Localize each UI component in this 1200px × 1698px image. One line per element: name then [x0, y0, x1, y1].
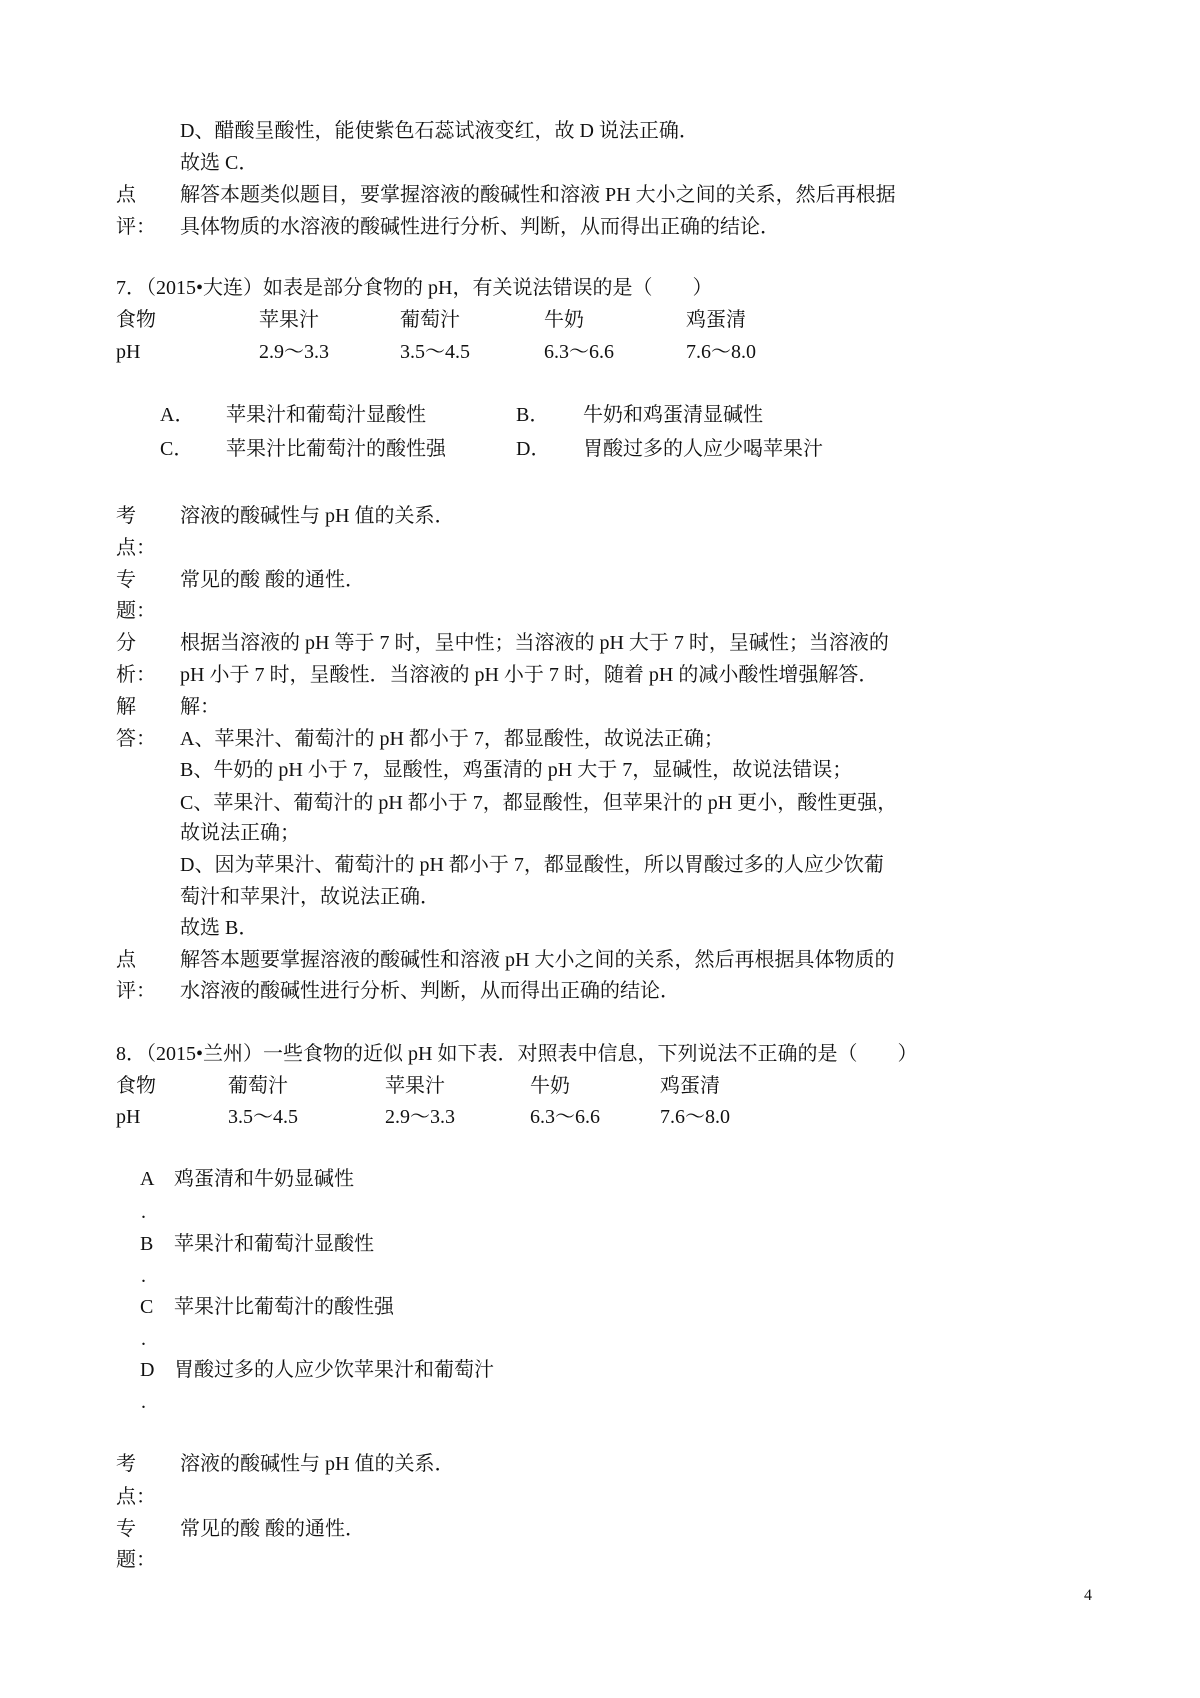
- answer-line: B、牛奶的 pH 小于 7，显酸性，鸡蛋清的 pH 大于 7，显碱性，故说法错误；: [180, 759, 853, 781]
- section-label: 点: [116, 184, 136, 206]
- table-cell: 2.9～3.3: [385, 1106, 455, 1128]
- analysis-line: 根据当溶液的 pH 等于 7 时，呈中性；当溶液的 pH 大于 7 时，呈碱性；当溶液的: [180, 632, 889, 654]
- answer-line: A、苹果汁、葡萄汁的 pH 都小于 7，都显酸性，故说法正确；: [180, 728, 724, 750]
- table-header-cell: 食物: [116, 1075, 156, 1097]
- table-cell: 6.3～6.6: [544, 341, 614, 363]
- answer-line: 故说法正确；: [180, 822, 300, 844]
- section-label: 点：: [116, 537, 156, 559]
- option-dot: .: [141, 1391, 146, 1413]
- solution-line: 故选 C．: [180, 152, 259, 174]
- section-label: 专: [116, 1518, 136, 1540]
- section-label: 解: [116, 696, 136, 718]
- option-letter: C．: [160, 438, 194, 460]
- option-text: 胃酸过多的人应少饮苹果汁和葡萄汁: [174, 1359, 494, 1381]
- answer-line: 萄汁和苹果汁，故说法正确．: [180, 886, 440, 908]
- section-label: 题：: [116, 1549, 156, 1571]
- option-letter: D: [140, 1359, 155, 1381]
- q7-stem: 7．（2015•大连）如表是部分食物的 pH，有关说法错误的是（ ）: [116, 277, 713, 299]
- option-dot: .: [141, 1265, 146, 1287]
- table-header-cell: 牛奶: [544, 309, 584, 331]
- answer-line: D、因为苹果汁、葡萄汁的 pH 都小于 7，都显酸性，所以胃酸过多的人应少饮葡: [180, 854, 884, 876]
- section-label: 析：: [116, 664, 156, 686]
- answer-line: C、苹果汁、葡萄汁的 pH 都小于 7，都显酸性，但苹果汁的 pH 更小，酸性更强，: [180, 792, 898, 814]
- option-text: 苹果汁比葡萄汁的酸性强: [226, 438, 446, 460]
- table-header-cell: 苹果汁: [385, 1075, 445, 1097]
- comment-line: 水溶液的酸碱性进行分析、判断，从而得出正确的结论．: [180, 980, 680, 1002]
- analysis-line: pH 小于 7 时，呈酸性．当溶液的 pH 小于 7 时，随着 pH 的减小酸性增强解答．: [180, 664, 879, 686]
- section-label: 分: [116, 632, 136, 654]
- option-letter: D．: [516, 438, 551, 460]
- table-header-cell: 鸡蛋清: [660, 1075, 720, 1097]
- table-header-cell: 食物: [116, 309, 156, 331]
- table-header-cell: 牛奶: [530, 1075, 570, 1097]
- option-text: 牛奶和鸡蛋清显碱性: [583, 404, 763, 426]
- section-label: 评：: [116, 216, 156, 238]
- option-text: 鸡蛋清和牛奶显碱性: [174, 1168, 354, 1190]
- comment-line: 解答本题要掌握溶液的酸碱性和溶液 pH 大小之间的关系，然后再根据具体物质的: [180, 949, 895, 971]
- kaodian-text: 溶液的酸碱性与 pH 值的关系．: [180, 505, 455, 527]
- option-text: 胃酸过多的人应少喝苹果汁: [583, 438, 823, 460]
- section-label: 考: [116, 505, 136, 527]
- option-text: 苹果汁和葡萄汁显酸性: [174, 1233, 374, 1255]
- page-number: 4: [1084, 1587, 1092, 1604]
- table-header-cell: 鸡蛋清: [686, 309, 746, 331]
- section-label: 题：: [116, 600, 156, 622]
- table-cell: 3.5～4.5: [228, 1106, 298, 1128]
- zhuanti-text: 常见的酸 酸的通性．: [180, 569, 365, 591]
- answer-line: 故选 B．: [180, 917, 259, 939]
- section-label: 评：: [116, 980, 156, 1002]
- option-letter: C: [140, 1296, 154, 1318]
- option-letter: B．: [516, 404, 550, 426]
- table-header-cell: 葡萄汁: [228, 1075, 288, 1097]
- option-text: 苹果汁和葡萄汁显酸性: [226, 404, 426, 426]
- option-letter: B: [140, 1233, 154, 1255]
- table-header-cell: 葡萄汁: [400, 309, 460, 331]
- table-cell: 7.6～8.0: [660, 1106, 730, 1128]
- table-cell: 3.5～4.5: [400, 341, 470, 363]
- option-text: 苹果汁比葡萄汁的酸性强: [174, 1296, 394, 1318]
- table-cell: 7.6～8.0: [686, 341, 756, 363]
- answer-line: 解：: [180, 696, 220, 718]
- section-label: 答：: [116, 728, 156, 750]
- section-label: 专: [116, 569, 136, 591]
- comment-line: 解答本题类似题目，要掌握溶液的酸碱性和溶液 PH 大小之间的关系，然后再根据: [180, 184, 896, 206]
- table-cell: pH: [116, 341, 141, 363]
- section-label: 点：: [116, 1486, 156, 1508]
- solution-line: D、醋酸呈酸性，能使紫色石蕊试液变红，故 D 说法正确．: [180, 120, 699, 142]
- table-cell: 6.3～6.6: [530, 1106, 600, 1128]
- option-letter: A．: [160, 404, 195, 426]
- section-label: 点: [116, 949, 136, 971]
- comment-line: 具体物质的水溶液的酸碱性进行分析、判断，从而得出正确的结论．: [180, 216, 780, 238]
- option-dot: .: [141, 1328, 146, 1350]
- option-dot: .: [141, 1201, 146, 1223]
- kaodian-text: 溶液的酸碱性与 pH 值的关系．: [180, 1453, 455, 1475]
- zhuanti-text: 常见的酸 酸的通性．: [180, 1518, 365, 1540]
- option-letter: A: [140, 1168, 155, 1190]
- section-label: 考: [116, 1453, 136, 1475]
- q8-stem: 8．（2015•兰州）一些食物的近似 pH 如下表．对照表中信息，下列说法不正确的是（ ）: [116, 1043, 918, 1065]
- table-cell: pH: [116, 1106, 141, 1128]
- table-cell: 2.9～3.3: [259, 341, 329, 363]
- table-header-cell: 苹果汁: [259, 309, 319, 331]
